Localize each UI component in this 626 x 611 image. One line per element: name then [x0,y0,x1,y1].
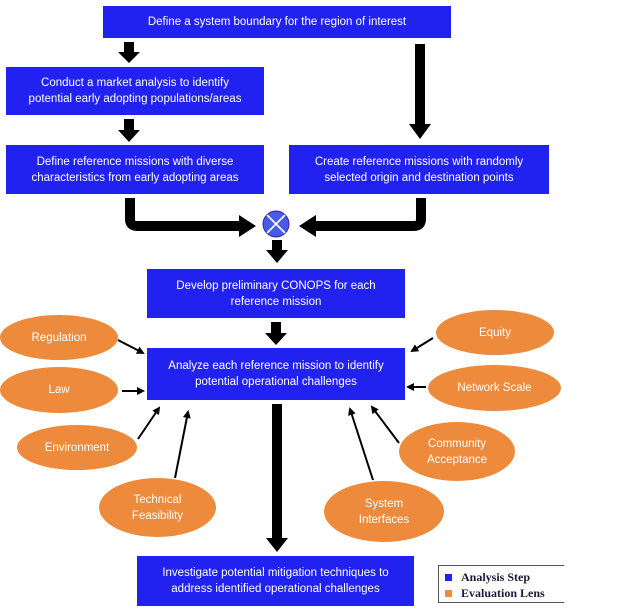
step-random-reference-missions: Create reference missions with randomly selected origin and destination points [289,145,549,194]
analysis-step-swatch [445,574,452,581]
arrow-s3-to-merge [130,198,256,237]
lens-system-interfaces: System Interfaces [324,481,444,542]
arrow-system [350,409,373,480]
arrow-technical [175,412,188,478]
step-diverse-reference-missions: Define reference missions with diverse characteristics from early adopting areas [6,145,264,194]
legend-evaluation-label: Evaluation Lens [461,585,545,600]
arrow-s1-to-s4 [409,44,431,139]
lens-environment: Environment [17,425,137,470]
lens-regulation: Regulation [0,315,118,360]
arrow-community [372,407,399,443]
legend-evaluation-lens [445,585,545,601]
lens-technical-feasibility: Technical Feasibility [99,478,216,537]
legend-analysis-step [445,569,530,585]
arrow-environment [138,408,159,439]
step-analyze-missions: Analyze each reference mission to identify potential operational challenges [147,348,405,400]
merge-node-icon [263,211,289,237]
arrow-s2-to-s3 [118,119,140,142]
lens-community-acceptance: Community Acceptance [399,422,515,481]
arrow-s4-to-merge [299,198,421,237]
step-investigate-mitigation: Investigate potential mitigation techniques to address identified operational challenges [137,556,414,606]
legend-analysis-label: Analysis Step [461,569,531,584]
arrow-equity [412,338,433,351]
arrow-merge-to-s5 [266,240,288,263]
step-market-analysis: Conduct a market analysis to identify potential early adopting populations/areas [6,67,264,115]
arrow-s5-to-s6 [265,322,287,345]
evaluation-lens-swatch [445,590,452,597]
step-develop-conops: Develop preliminary CONOPS for each reference mission [147,269,405,318]
arrow-s6-to-s7 [266,404,288,552]
legend [438,565,564,603]
step-define-boundary: Define a system boundary for the region of interest [103,6,451,38]
arrow-s1-to-s2 [118,42,140,63]
arrow-regulation [118,340,143,353]
lens-network-scale: Network Scale [428,365,561,411]
lens-equity: Equity [436,310,554,355]
lens-law: Law [0,367,118,413]
